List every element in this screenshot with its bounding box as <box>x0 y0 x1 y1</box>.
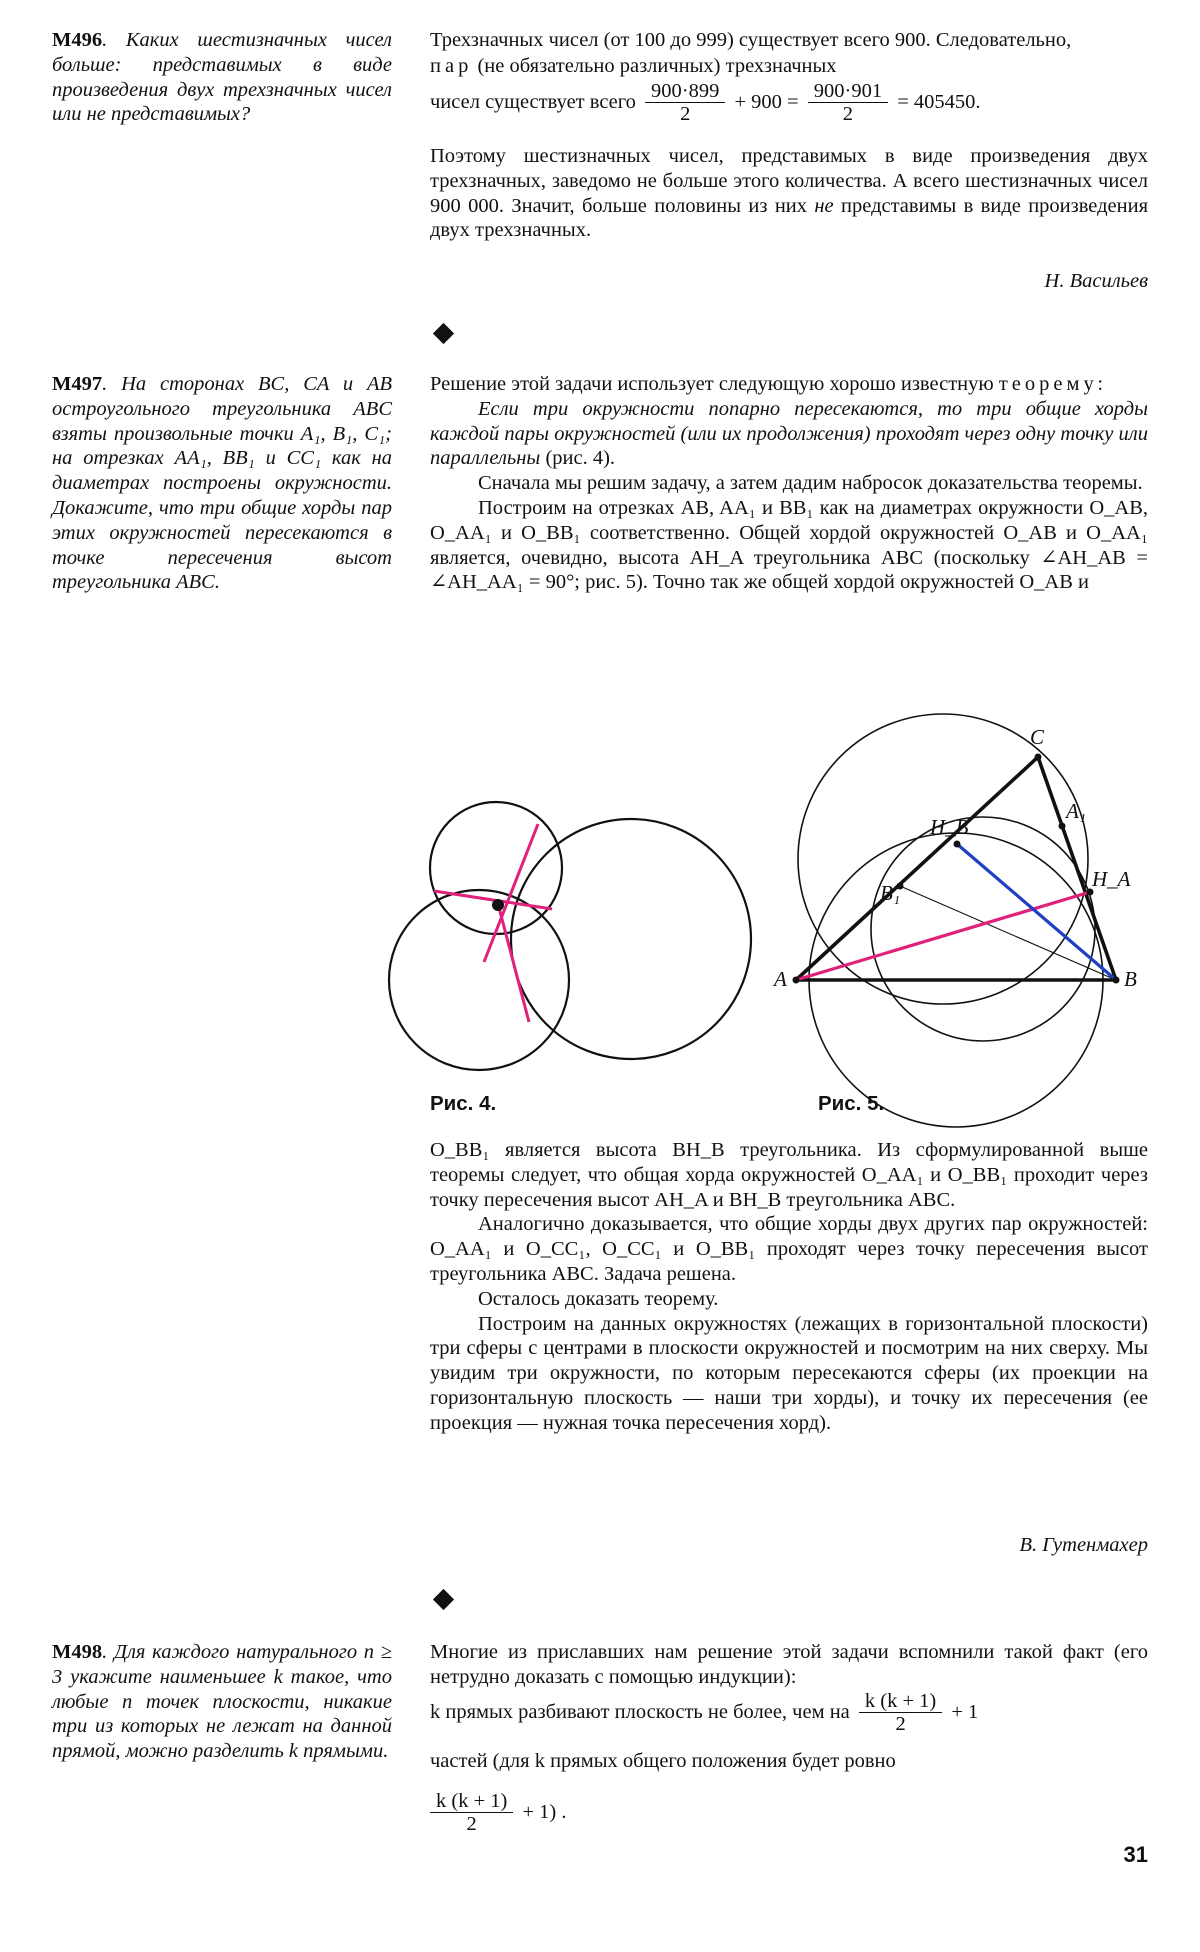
m497-p2: Сначала мы решим задачу, а затем дадим набросок доказательства теоремы. <box>478 472 1143 495</box>
m498-problem-text: Для каждого натурального n ≥ 3 укажите наименьшее k такое, что любые n точек плоскости, никакие три из которых не лежат на данной прямой, можно разделить k прямыми. <box>52 1641 392 1763</box>
fig4-circle-large <box>511 819 751 1059</box>
fig5-point-b <box>1113 977 1120 984</box>
m498-formula-2 <box>430 1790 566 1835</box>
m496-problem: М496. Каких шестизначных чисел больше: представимых в виде произведения двух трехзначных чисел или не представимых? <box>52 29 392 126</box>
m496-frac1-num: 900·899 <box>645 80 725 103</box>
m496-author: Н. Васильев <box>1044 270 1148 292</box>
fig5-point-a1 <box>1059 823 1066 830</box>
m497-p5: Аналогично доказывается, что общие хорды двух других пар окружностей: O_AA₁ и O_CC₁, O_CC₁ и O_BB₁ проходят через точку пересечения высот треугольника ABC. Задача решена. <box>430 1213 1148 1285</box>
page-number: 31 <box>1123 1842 1148 1867</box>
fig4-intersection-point <box>492 899 504 911</box>
fig5-circle-obb1 <box>798 714 1088 1004</box>
fig4-circle-small <box>430 802 562 934</box>
m498-line2: k прямых разбивают плоскость не более, чем на <box>430 1701 850 1723</box>
m496-formula <box>430 80 981 125</box>
m497-theorem: Если три окружности попарно пересекаются, то три общие хорды каждой пары окружностей (или их продолжения) проходят через одну точку или параллельны <box>430 397 1148 470</box>
m496-pairs-word: пар <box>430 55 473 77</box>
fig5-label-hb: H_B <box>930 815 969 839</box>
m496-para2-end: представимы в виде произведения двух трехзначных. <box>430 194 1149 242</box>
m498-frac1-num: k (k + 1) <box>859 1690 942 1713</box>
m498-formula-1 <box>430 1690 978 1735</box>
fig5-label-c: C <box>1030 725 1045 749</box>
m496-result: = 405450. <box>897 91 981 113</box>
m496-code: М496 <box>52 29 103 51</box>
fig4-caption: Рис. 4. <box>430 1092 497 1115</box>
m496-problem-text: Каких шестизначных чисел больше: представимых в виде произведения двух трехзначных чисел или не представимых? <box>52 29 392 126</box>
fig5-label-b1: B₁ <box>880 881 901 905</box>
section-divider-diamond-2 <box>433 1589 454 1610</box>
m497-theorem-word: теорему: <box>998 373 1108 395</box>
figure-5 <box>774 720 1170 1100</box>
m497-p3: Построим на отрезках AB, AA₁ и BB₁ как на диаметрах окружности O_AB, O_AA₁ и O_BB₁ соответственно. Общей хордой окружностей O_AB и O_AA₁ является, очевидно, высота AH_A треугольника ABC (поскольку ∠AH_AB = ∠AH_AA₁ = 90°; рис. 5). Точно так же общей хордой окружностей O_AB и <box>430 496 1148 594</box>
fig5-point-a <box>793 977 800 984</box>
m497-author: В. Гутенмахер <box>1019 1534 1148 1556</box>
m496-sol-line1: Трехзначных чисел (от 100 до 999) существует всего 900. Следовательно, <box>430 29 1072 51</box>
m496-frac1-den: 2 <box>680 103 691 125</box>
figure-4 <box>360 790 780 1090</box>
m498-frac2-num: k (k + 1) <box>430 1790 513 1813</box>
fig5-caption: Рис. 5. <box>818 1092 885 1115</box>
m497-solution-top <box>430 372 1148 595</box>
m496-fraction-1 <box>645 80 725 125</box>
m497-problem-text: На сторонах BC, CA и AB остроугольного треугольника ABC взяты произвольные точки A₁, B₁, C₁; на отрезках AA₁, BB₁ и CC₁ как на диаметрах построены окружности. Докажите, что три общие хорды пар этих окружностей пересекаются в точке пересечения высот треугольника ABC. <box>52 373 393 594</box>
m498-plus-1: + 1 <box>951 1701 979 1723</box>
fig5-point-c <box>1035 754 1042 761</box>
m498-frac2-den: 2 <box>466 1813 477 1835</box>
fig5-label-a1: A₁ <box>1066 799 1087 823</box>
m497-problem: М497. На сторонах BC, CA и AB остроугольного треугольника ABC взяты произвольные точки A₁, B₁, C₁; на отрезках AA₁, BB₁ и CC₁ как на диаметрах построены окружности. Докажите, что три общие хорды пар этих окружностей пересекаются в точке пересечения высот треугольника ABC. <box>52 373 393 594</box>
m496-sol-line2-rest: (не обязательно различных) трехзначных <box>477 55 837 77</box>
m497-p6: Осталось доказать теорему. <box>478 1287 719 1310</box>
m496-solution-para2 <box>430 144 1148 243</box>
m498-line3-wrap <box>430 1750 896 1773</box>
m497-solution-bottom <box>430 1138 1148 1436</box>
m496-frac2-num: 900·901 <box>808 80 888 103</box>
fig5-triangle-abc <box>796 757 1116 980</box>
m496-plus-900: + 900 = <box>734 91 799 113</box>
m497-theorem-ref: (рис. 4). <box>545 447 616 470</box>
m497-p4: O_BB₁ является высота BH_B треугольника. Из сформулированной выше теоремы следует, что общая хорда окружностей O_AA₁ и O_BB₁ проходит через точку пересечения высот AH_A и BH_B треугольника ABC. <box>430 1139 1148 1211</box>
m496-not-word: не <box>814 194 834 217</box>
m496-fraction-2 <box>808 80 888 125</box>
m498-fraction-1 <box>859 1690 942 1735</box>
section-divider-diamond <box>433 323 454 344</box>
m496-para2: Поэтому шестизначных чисел, представимых в виде произведения двух трехзначных, заведомо не больше этого количества. А всего шестизначных чисел 900 000. Значит, больше половины из них <box>430 145 1148 217</box>
m498-problem: М498. Для каждого натурального n ≥ 3 укажите наименьшее k такое, что любые n точек плоскости, никакие три из которых не лежат на данной прямой, можно разделить k прямыми. <box>52 1641 392 1763</box>
fig5-line-bb1 <box>900 886 1116 980</box>
m496-sol-line2 <box>430 55 837 78</box>
fig5-label-a: A <box>774 967 787 991</box>
m498-frac1-den: 2 <box>895 1713 906 1735</box>
m498-code: М498 <box>52 1641 103 1663</box>
m497-p7: Построим на данных окружностях (лежащих в горизонтальной плоскости) три сферы с центрами в плоскости окружностей и посмотрим на них сверху. Мы увидим три окружности, по которым пересекаются сферы (их проекции на горизонтальную плоскость — наши три хорды), и точку их пересечения (ее проекция — нужная точка пересечения хорд). <box>430 1312 1148 1434</box>
m498-line3: частей (для k прямых общего положения будет ровно <box>430 1750 896 1772</box>
fig5-label-b: B <box>1124 967 1137 991</box>
m496-frac2-den: 2 <box>842 103 854 125</box>
fig5-circle-oaa1 <box>871 817 1095 1041</box>
fig5-label-ha: H_A <box>1092 867 1131 891</box>
m498-fraction-2 <box>430 1790 513 1835</box>
m498-line1: Многие из приславших нам решение этой задачи вспомнили такой факт (его нетрудно доказать с помощью индукции): <box>430 1641 1148 1688</box>
fig4-circle-left <box>389 890 569 1070</box>
m496-formula-lead: чисел существует всего <box>430 91 636 113</box>
m497-p1: Решение этой задачи использует следующую хорошо известную <box>430 373 994 395</box>
m497-code: М497 <box>52 373 103 395</box>
m496-solution <box>430 28 1148 53</box>
m498-solution <box>430 1640 1148 1690</box>
fig5-point-hb <box>954 841 961 848</box>
m498-end: + 1) . <box>522 1801 567 1823</box>
